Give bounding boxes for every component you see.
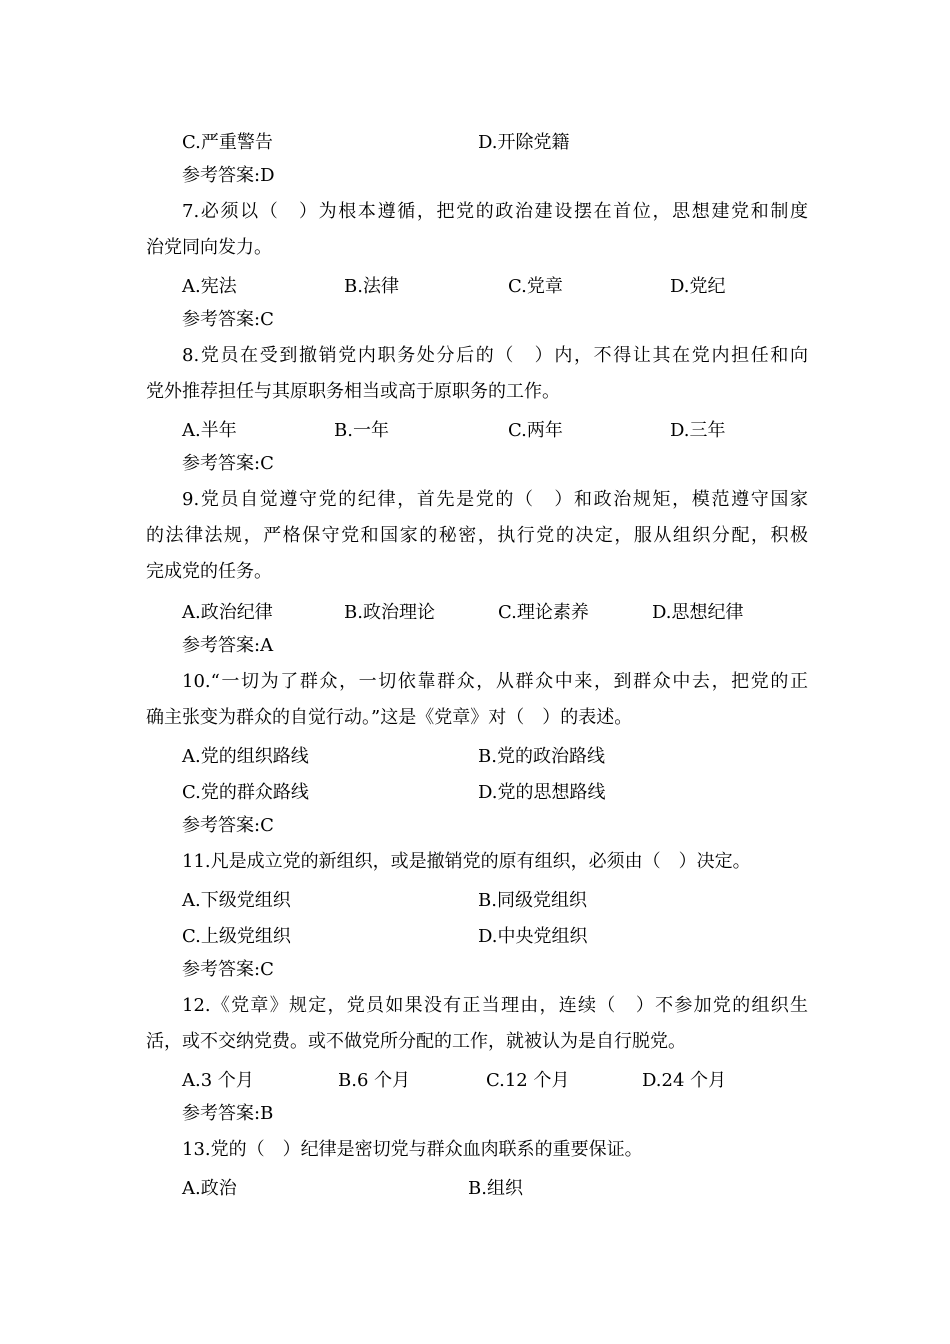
question-7-line-1: 7.必须以（ ）为根本遵循，把党的政治建设摆在首位，思想建党和制度 xyxy=(182,201,808,222)
option-b: B.法律 xyxy=(344,276,399,297)
answer-line: 参考答案:C xyxy=(182,815,274,836)
option-c: C.严重警告 xyxy=(182,132,273,153)
answer-line: 参考答案:C xyxy=(182,453,274,474)
question-10-line-2: 确主张变为群众的自觉行动。”这是《党章》对（ ）的表述。 xyxy=(146,707,633,728)
option-c: C.上级党组织 xyxy=(182,926,291,947)
option-d: D.三年 xyxy=(670,420,726,441)
option-d: D.24 个月 xyxy=(642,1070,727,1091)
question-9-line-1: 9.党员自觉遵守党的纪律，首先是党的（ ）和政治规矩，模范遵守国家 xyxy=(182,489,808,510)
answer-line: 参考答案:D xyxy=(182,165,275,186)
option-d: D.开除党籍 xyxy=(478,132,570,153)
option-b: B.党的政治路线 xyxy=(478,746,605,767)
answer-line: 参考答案:B xyxy=(182,1103,274,1124)
option-a: A.政治纪律 xyxy=(182,602,273,623)
question-12-line-2: 活，或不交纳党费。或不做党所分配的工作，就被认为是自行脱党。 xyxy=(146,1031,686,1052)
question-9-line-3: 完成党的任务。 xyxy=(146,561,272,582)
option-b: B.政治理论 xyxy=(344,602,435,623)
option-a: A.党的组织路线 xyxy=(182,746,309,767)
answer-line: 参考答案:A xyxy=(182,635,274,656)
option-c: C.12 个月 xyxy=(486,1070,570,1091)
option-c: C.两年 xyxy=(508,420,563,441)
question-9-line-2: 的法律法规，严格保守党和国家的秘密，执行党的决定，服从组织分配，积极 xyxy=(146,525,808,546)
option-c: C.党章 xyxy=(508,276,563,297)
option-d: D.党的思想路线 xyxy=(478,782,606,803)
option-c: C.理论素养 xyxy=(498,602,589,623)
option-a: A.半年 xyxy=(182,420,237,441)
question-12-line-1: 12.《党章》规定，党员如果没有正当理由，连续（ ）不参加党的组织生 xyxy=(182,995,808,1016)
question-11-line-1: 11.凡是成立党的新组织，或是撤销党的原有组织，必须由（ ）决定。 xyxy=(182,851,751,872)
question-13-line-1: 13.党的（ ）纪律是密切党与群众血肉联系的重要保证。 xyxy=(182,1139,643,1160)
question-8-line-2: 党外推荐担任与其原职务相当或高于原职务的工作。 xyxy=(146,381,560,402)
option-d: D.中央党组织 xyxy=(478,926,588,947)
question-10-line-1: 10.“一切为了群众，一切依靠群众，从群众中来，到群众中去，把党的正 xyxy=(182,671,808,692)
option-a: A.宪法 xyxy=(182,276,237,297)
option-b: B.同级党组织 xyxy=(478,890,587,911)
option-d: D.党纪 xyxy=(670,276,726,297)
option-d: D.思想纪律 xyxy=(652,602,744,623)
option-b: B.组织 xyxy=(468,1178,523,1199)
answer-line: 参考答案:C xyxy=(182,309,274,330)
option-a: A.下级党组织 xyxy=(182,890,291,911)
option-b: B.一年 xyxy=(334,420,389,441)
answer-line: 参考答案:C xyxy=(182,959,274,980)
option-a: A.3 个月 xyxy=(182,1070,254,1091)
option-c: C.党的群众路线 xyxy=(182,782,309,803)
question-7-line-2: 治党同向发力。 xyxy=(146,237,272,258)
option-a: A.政治 xyxy=(182,1178,237,1199)
question-8-line-1: 8.党员在受到撤销党内职务处分后的（ ）内，不得让其在党内担任和向 xyxy=(182,345,808,366)
option-b: B.6 个月 xyxy=(338,1070,411,1091)
